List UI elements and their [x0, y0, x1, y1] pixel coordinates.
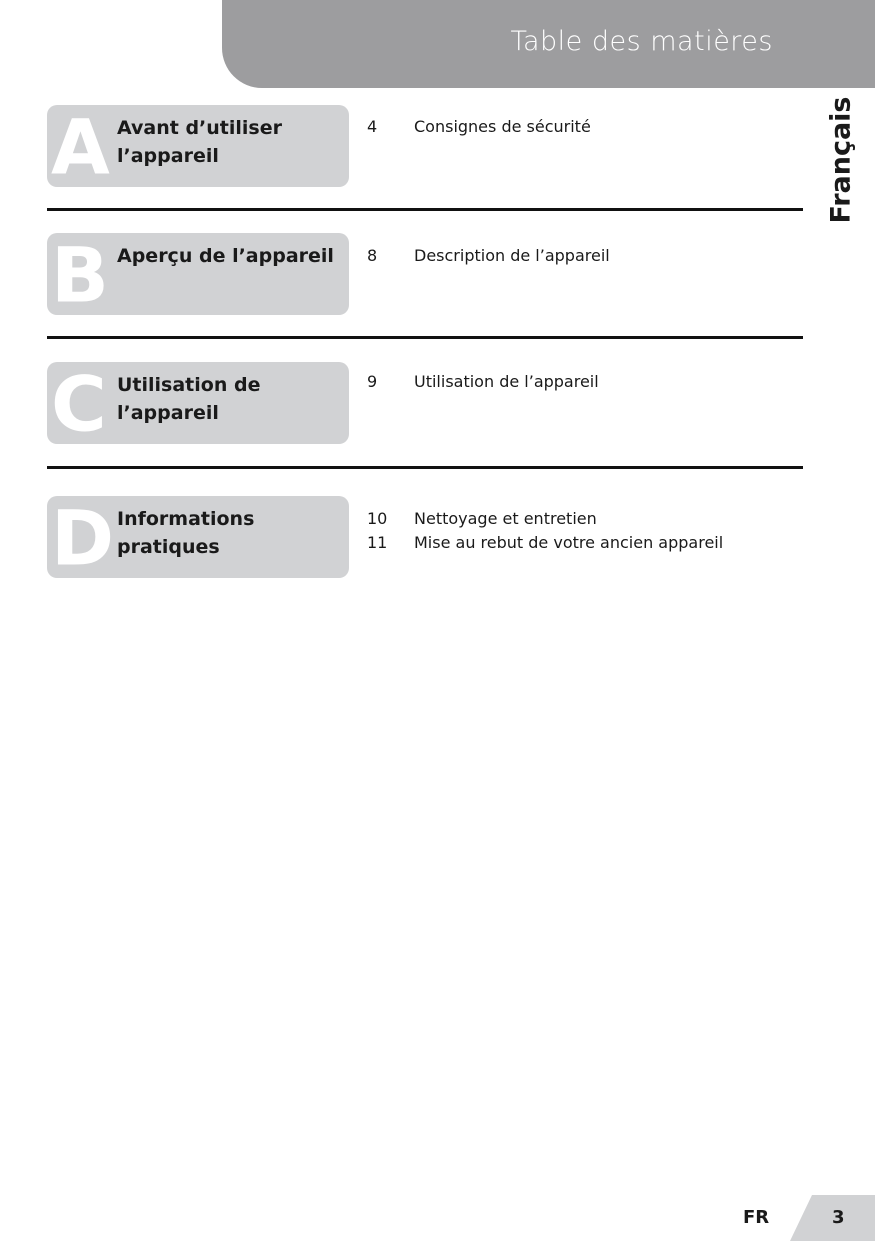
- section-b-title: [117, 242, 345, 270]
- toc-entry-page: 8: [367, 246, 378, 265]
- header-band: [222, 0, 875, 88]
- section-c-title: [117, 371, 345, 427]
- toc-entry-page: 11: [367, 533, 388, 552]
- toc-entry[interactable]: [367, 117, 787, 141]
- toc-entry-page: 4: [367, 117, 378, 136]
- toc-entry[interactable]: [367, 533, 787, 557]
- section-b-box: [47, 233, 349, 315]
- toc-entry-page: 10: [367, 509, 388, 528]
- section-b-title-line-1: Aperçu de l’appareil: [117, 245, 334, 267]
- page-title: Table des matières: [510, 26, 773, 57]
- section-a-letter: A: [51, 105, 110, 187]
- section-a-entries: [367, 117, 787, 141]
- section-d-box: [47, 496, 349, 578]
- section-c-title-line-2: l’appareil: [117, 402, 219, 424]
- toc-entry-label: Utilisation de l’appareil: [414, 372, 599, 391]
- section-d-title: [117, 505, 345, 561]
- section-d-title-line-2: pratiques: [117, 536, 220, 558]
- section-b-entries: [367, 246, 787, 270]
- section-c-entries: [367, 372, 787, 396]
- toc-entry-label: Mise au rebut de votre ancien appareil: [414, 533, 724, 552]
- section-c-title-line-1: Utilisation de: [117, 374, 261, 396]
- section-divider: [47, 466, 803, 469]
- section-d-entries: [367, 509, 787, 557]
- section-b-letter: B: [51, 233, 109, 315]
- toc-entry[interactable]: [367, 246, 787, 270]
- section-divider: [47, 336, 803, 339]
- footer-page-number: 3: [832, 1207, 845, 1228]
- section-a-title-line-1: Avant d’utiliser: [117, 117, 282, 139]
- language-side-label: Français: [825, 96, 857, 224]
- footer-language-code: FR: [743, 1207, 770, 1228]
- toc-entry-page: 9: [367, 372, 378, 391]
- toc-entry[interactable]: [367, 372, 787, 396]
- toc-entry-label: Consignes de sécurité: [414, 117, 591, 136]
- section-a-title: [117, 114, 345, 170]
- section-d-title-line-1: Informations: [117, 508, 255, 530]
- section-c-letter: C: [51, 362, 107, 444]
- section-d-letter: D: [51, 496, 115, 578]
- section-c-box: [47, 362, 349, 444]
- toc-entry[interactable]: [367, 509, 787, 533]
- section-a-box: [47, 105, 349, 187]
- section-a-title-line-2: l’appareil: [117, 145, 219, 167]
- section-divider: [47, 208, 803, 211]
- toc-entry-label: Nettoyage et entretien: [414, 509, 597, 528]
- toc-entry-label: Description de l’appareil: [414, 246, 610, 265]
